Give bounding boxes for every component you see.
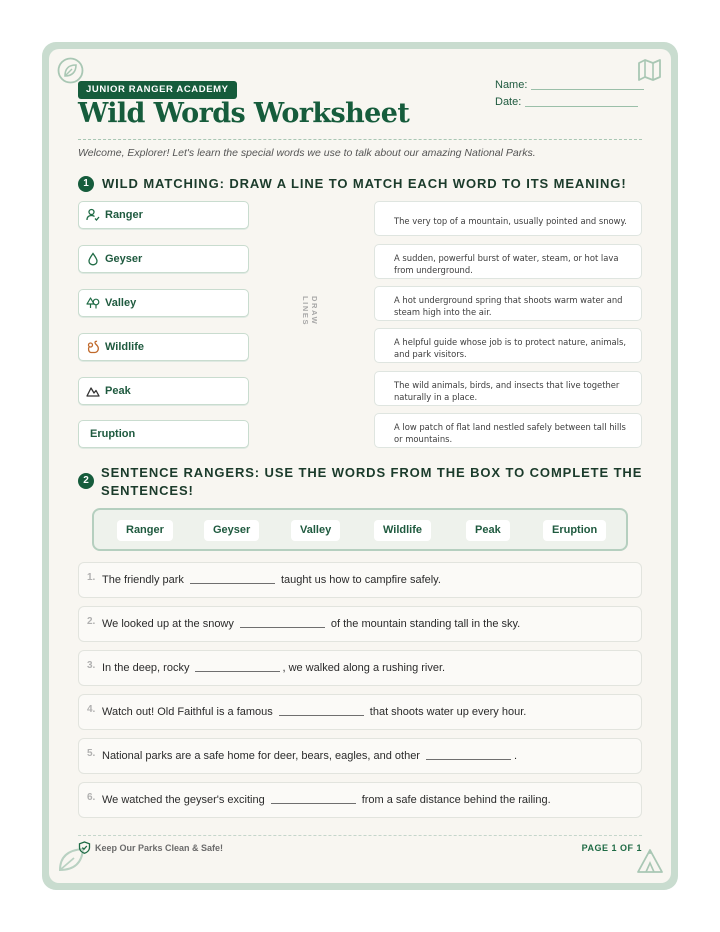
word-bank-chip[interactable]: Wildlife [374, 520, 431, 541]
section-1-title: WILD MATCHING: DRAW A LINE TO MATCH EACH WORD TO ITS MEANING! [102, 176, 627, 191]
name-line[interactable] [531, 89, 644, 90]
word-label: Valley [105, 297, 137, 309]
word-card-eruption[interactable] [78, 420, 249, 448]
word-label: Eruption [90, 428, 136, 440]
date-field[interactable] [495, 96, 638, 108]
sentence-after: from a safe distance behind the railing. [361, 794, 551, 806]
word-label: Peak [105, 385, 131, 397]
definition-text: A low patch of flat land nestled safely between tall hills or mountains. [394, 422, 626, 444]
answer-blank[interactable] [195, 671, 280, 672]
answer-blank[interactable] [279, 715, 364, 716]
answer-blank[interactable] [190, 583, 275, 584]
date-line[interactable] [525, 106, 638, 107]
sentence-before: National parks are a safe home for deer, bears, eagles, and other [102, 750, 420, 762]
word-bank-chip[interactable]: Eruption [543, 520, 606, 541]
word-card-peak[interactable] [78, 377, 249, 405]
intro-text: Welcome, Explorer! Let's learn the special words we use to talk about our amazing National Parks. [78, 147, 536, 159]
sentence-before: Watch out! Old Faithful is a famous [102, 706, 273, 718]
definition-card[interactable] [374, 328, 642, 363]
word-bank-chip[interactable]: Peak [466, 520, 510, 541]
word-card-ranger[interactable] [78, 201, 249, 229]
sentence-row [78, 782, 642, 818]
word-bank-chip[interactable]: Valley [291, 520, 340, 541]
sentence-after: of the mountain standing tall in the sky. [330, 618, 521, 630]
sentence-after: that shoots water up every hour. [369, 706, 527, 718]
page-number: PAGE 1 OF 1 [581, 843, 642, 853]
word-card-valley[interactable] [78, 289, 249, 317]
definition-text: The very top of a mountain, usually pointed and snowy. [394, 216, 627, 226]
academy-badge: JUNIOR RANGER ACADEMY [78, 81, 237, 99]
footer-slogan [78, 841, 223, 854]
sentence-after: , we walked along a rushing river. [282, 662, 446, 674]
sentence-row [78, 694, 642, 730]
sentence-number: 3. [87, 660, 96, 671]
water-drop-icon [86, 252, 100, 266]
sentence-number: 4. [87, 704, 96, 715]
squirrel-icon [86, 340, 100, 354]
definition-card[interactable] [374, 201, 642, 236]
definition-text: The wild animals, birds, and insects that live together naturally in a place. [394, 380, 620, 402]
sentence-row [78, 738, 642, 774]
person-check-icon [86, 208, 100, 222]
draw-lines-label: DRAW LINES [301, 296, 319, 327]
page-title: Wild Words Worksheet [78, 98, 410, 129]
definition-text: A helpful guide whose job is to protect nature, animals, and park visitors. [394, 337, 626, 359]
sentence-number: 5. [87, 748, 96, 759]
shield-check-icon [78, 841, 91, 854]
definition-card[interactable] [374, 286, 642, 321]
word-card-geyser[interactable] [78, 245, 249, 273]
sentence-before: In the deep, rocky [102, 662, 190, 674]
definition-text: A hot underground spring that shoots warm water and steam high into the air. [394, 295, 623, 317]
name-field[interactable] [495, 79, 644, 91]
sentence-before: We looked up at the snowy [102, 618, 234, 630]
sentence-number: 2. [87, 616, 96, 627]
name-label: Name: [495, 79, 528, 91]
answer-blank[interactable] [240, 627, 325, 628]
word-label: Geyser [105, 253, 143, 265]
answer-blank[interactable] [271, 803, 356, 804]
section-2-title-line-2: SENTENCES! [101, 483, 194, 498]
footer-divider [78, 835, 642, 836]
sentence-after: . [513, 750, 518, 762]
word-card-wildlife[interactable] [78, 333, 249, 361]
header-divider [78, 139, 642, 140]
sentence-number: 1. [87, 572, 96, 583]
sentence-row [78, 650, 642, 686]
word-bank-chip[interactable]: Geyser [204, 520, 259, 541]
sentence-number: 6. [87, 792, 96, 803]
sentence-row [78, 606, 642, 642]
sentence-before: We watched the geyser's exciting [102, 794, 265, 806]
answer-blank[interactable] [426, 759, 511, 760]
word-bank [92, 508, 628, 551]
word-label: Ranger [105, 209, 143, 221]
definition-card[interactable] [374, 371, 642, 406]
footer-slogan-text: Keep Our Parks Clean & Safe! [95, 842, 224, 853]
sentence-row [78, 562, 642, 598]
word-bank-chip[interactable]: Ranger [117, 520, 173, 541]
section-2-number: 2 [78, 473, 94, 489]
definition-card[interactable] [374, 244, 642, 279]
mountain-icon [86, 384, 100, 398]
word-label: Wildlife [105, 341, 145, 353]
section-1-number: 1 [78, 176, 94, 192]
date-label: Date: [495, 96, 522, 108]
sentence-after: taught us how to campfire safely. [280, 574, 441, 586]
definition-card[interactable] [374, 413, 642, 448]
section-2-title-line-1: SENTENCE RANGERS: USE THE WORDS FROM THE BOX TO COMPLETE THE [101, 465, 643, 480]
leaf-icon [57, 57, 84, 84]
definition-text: A sudden, powerful burst of water, steam, or hot lava from underground. [394, 253, 619, 275]
sentence-before: The friendly park [102, 574, 184, 586]
trees-icon [86, 296, 100, 310]
